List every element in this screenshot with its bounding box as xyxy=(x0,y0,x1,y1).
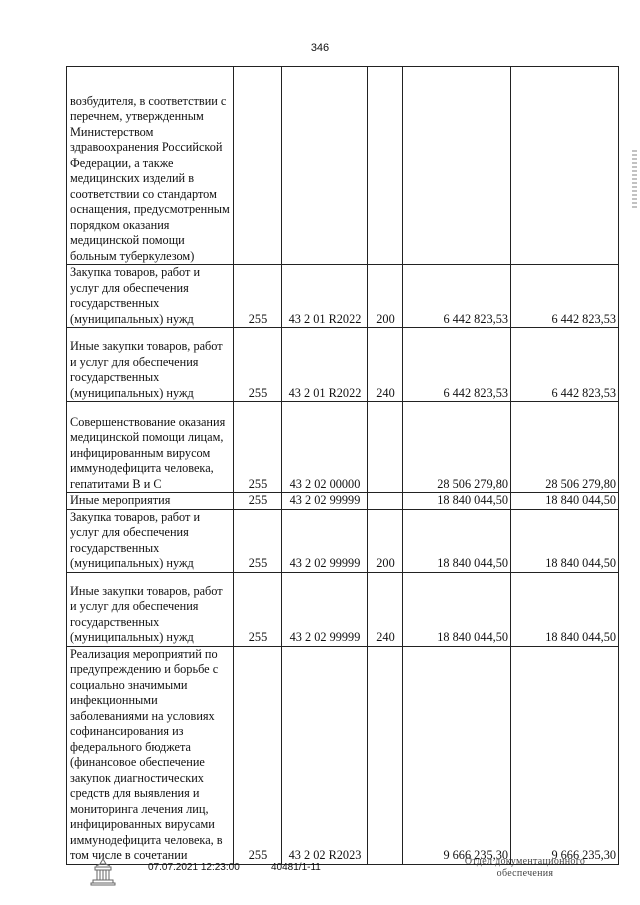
row-csr: 43 2 02 99999 xyxy=(282,572,368,646)
row-sum2: 6 442 823,53 xyxy=(511,265,619,328)
table-row xyxy=(67,572,619,646)
row-vr xyxy=(368,493,403,510)
row-sum1: 9 666 235,30 xyxy=(403,646,511,864)
row-name: Совершенствование оказания медицинской помощи лицам, инфицированным вирусом иммунодефицита человека, гепатитами В и С xyxy=(67,402,234,493)
row-ved: 255 xyxy=(234,328,282,402)
row-sum1: 6 442 823,53 xyxy=(403,328,511,402)
department-stamp xyxy=(445,856,605,880)
row-csr: 43 2 02 99999 xyxy=(282,509,368,572)
row-sum1: 28 506 279,80 xyxy=(403,402,511,493)
table-row xyxy=(67,328,619,402)
footer-datetime: 07.07.2021 12:23:00 xyxy=(148,862,240,873)
table-row xyxy=(67,646,619,864)
row-name: возбудителя, в соответствии с перечнем, утвержденным Министерством здравоохранения Российской Федерации, а также медицинских изделий в соответствии со стандартом оснащения, предусмотренным порядком оказания медицинской помощи больным туберкулезом) xyxy=(67,67,234,265)
row-sum2: 9 666 235,30 xyxy=(511,646,619,864)
row-name: Иные закупки товаров, работ и услуг для обеспечения государственных (муниципальных) нужд xyxy=(67,572,234,646)
row-sum2 xyxy=(511,67,619,265)
row-name: Реализация мероприятий по предупреждению и борьбе с социально значимыми инфекционными заболеваниями на условиях софинансирования из федерального бюджета (финансовое обеспечение закупок диагностических средств для выявления и мониторинга лечения лиц, инфицированных вирусами иммунодефицита человека, в том числе в сочетании xyxy=(67,646,234,864)
row-csr xyxy=(282,67,368,265)
row-sum2: 18 840 044,50 xyxy=(511,509,619,572)
row-csr: 43 2 01 R2022 xyxy=(282,328,368,402)
row-sum2: 18 840 044,50 xyxy=(511,493,619,510)
table-row xyxy=(67,67,619,265)
row-vr: 200 xyxy=(368,509,403,572)
stamp-line-1: Отдел документационного xyxy=(464,856,586,867)
row-vr xyxy=(368,67,403,265)
row-sum2: 6 442 823,53 xyxy=(511,328,619,402)
row-name: Иные закупки товаров, работ и услуг для обеспечения государственных (муниципальных) нужд xyxy=(67,328,234,402)
row-ved: 255 xyxy=(234,509,282,572)
row-sum2: 18 840 044,50 xyxy=(511,572,619,646)
row-ved: 255 xyxy=(234,646,282,864)
stamp-line-2: обеспечения xyxy=(496,868,554,879)
row-vr xyxy=(368,402,403,493)
row-sum1: 6 442 823,53 xyxy=(403,265,511,328)
row-csr: 43 2 01 R2022 xyxy=(282,265,368,328)
row-sum1: 18 840 044,50 xyxy=(403,493,511,510)
row-vr: 240 xyxy=(368,572,403,646)
row-ved: 255 xyxy=(234,493,282,510)
scan-edge-mark xyxy=(632,150,637,210)
row-csr: 43 2 02 R2023 xyxy=(282,646,368,864)
duma-emblem-icon xyxy=(87,856,119,888)
row-name: Иные мероприятия xyxy=(67,493,234,510)
page-number: 346 xyxy=(310,42,330,54)
row-ved xyxy=(234,67,282,265)
table-row xyxy=(67,509,619,572)
row-sum2: 28 506 279,80 xyxy=(511,402,619,493)
table-row xyxy=(67,402,619,493)
page-footer xyxy=(0,856,640,896)
row-name: Закупка товаров, работ и услуг для обеспечения государственных (муниципальных) нужд xyxy=(67,265,234,328)
row-vr: 240 xyxy=(368,328,403,402)
row-sum1 xyxy=(403,67,511,265)
row-name: Закупка товаров, работ и услуг для обеспечения государственных (муниципальных) нужд xyxy=(67,509,234,572)
row-sum1: 18 840 044,50 xyxy=(403,509,511,572)
row-csr: 43 2 02 99999 xyxy=(282,493,368,510)
table-row xyxy=(67,493,619,510)
row-ved: 255 xyxy=(234,572,282,646)
row-ved: 255 xyxy=(234,265,282,328)
row-sum1: 18 840 044,50 xyxy=(403,572,511,646)
row-csr: 43 2 02 00000 xyxy=(282,402,368,493)
table-row xyxy=(67,265,619,328)
footer-doc-number: 40481/1-11 xyxy=(271,862,321,873)
row-vr: 200 xyxy=(368,265,403,328)
row-vr xyxy=(368,646,403,864)
row-ved: 255 xyxy=(234,402,282,493)
budget-table xyxy=(66,66,619,865)
